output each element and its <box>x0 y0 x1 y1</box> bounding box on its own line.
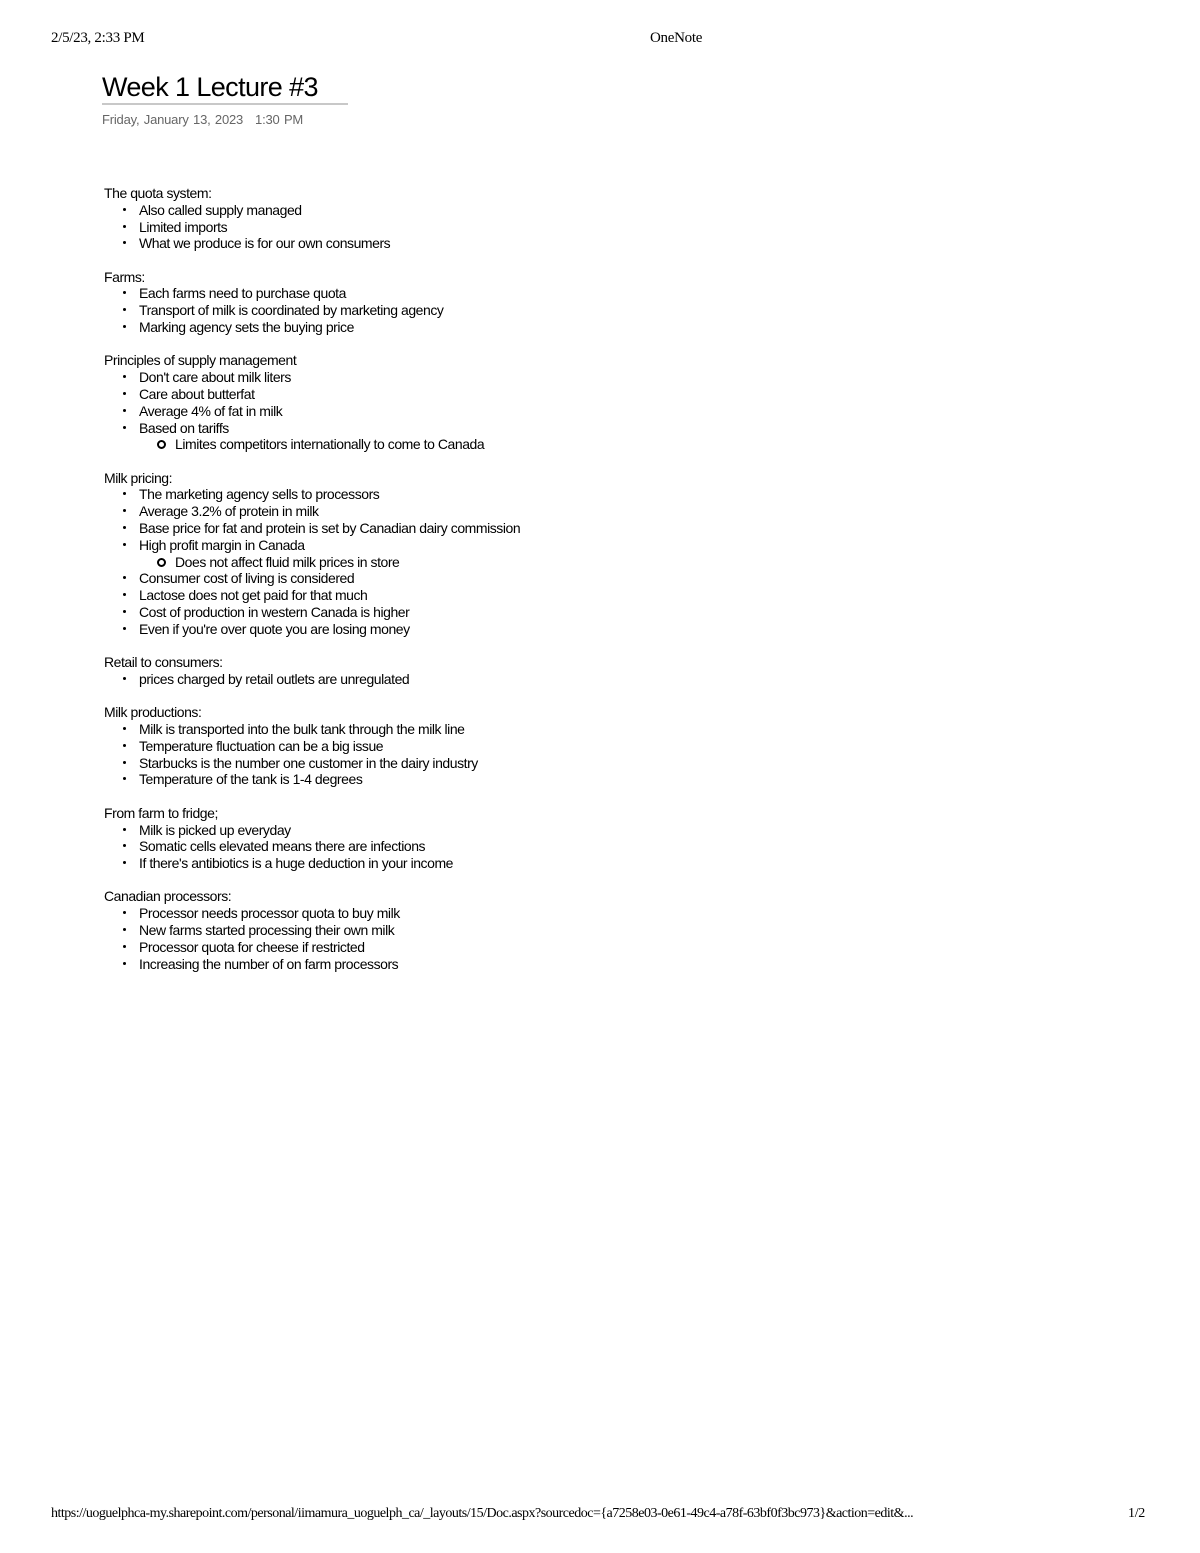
bullet-list <box>104 671 1004 688</box>
note-section <box>104 654 1004 688</box>
list-item[interactable] <box>104 671 1004 688</box>
list-item-text: Temperature of the tank is 1-4 degrees <box>139 771 363 788</box>
bullet-dot-icon <box>123 526 126 529</box>
list-item-text: Temperature fluctuation can be a big issue <box>139 737 384 754</box>
list-item-text: Processor quota for cheese if restricted <box>139 938 365 955</box>
list-item-text: Marking agency sets the buying price <box>139 319 354 336</box>
list-item[interactable] <box>104 771 1004 788</box>
list-item[interactable] <box>104 755 1004 772</box>
section-heading[interactable]: Milk pricing: <box>104 469 173 486</box>
list-item[interactable] <box>104 621 1004 638</box>
bullet-dot-icon <box>123 225 126 228</box>
list-item[interactable] <box>104 369 1004 386</box>
print-header-app-name: OneNote <box>650 30 703 46</box>
page-time: 1:30 PM <box>255 112 304 127</box>
section-heading[interactable]: Farms: <box>104 268 145 285</box>
list-item[interactable] <box>104 822 1004 839</box>
page-date: Friday, January 13, 2023 <box>102 112 244 127</box>
bullet-list <box>104 721 1004 788</box>
list-item-text: Average 3.2% of protein in milk <box>139 503 319 520</box>
list-item-text: If there's antibiotics is a huge deduction in your income <box>139 855 453 872</box>
list-item[interactable] <box>104 570 1004 587</box>
bullet-dot-icon <box>123 208 126 211</box>
bullet-dot-icon <box>123 844 126 847</box>
list-item-text: Each farms need to purchase quota <box>139 285 346 302</box>
list-item-text: What we produce is for our own consumers <box>139 235 391 252</box>
list-item[interactable] <box>104 285 1004 302</box>
page-title[interactable]: Week 1 Lecture #3 <box>102 72 318 102</box>
sub-list-item-text: Does not affect fluid milk prices in store <box>175 553 400 570</box>
bullet-dot-icon <box>123 308 126 311</box>
bullet-dot-icon <box>123 492 126 495</box>
bullet-list <box>104 905 1004 972</box>
sub-bullet-list <box>139 436 1004 453</box>
bullet-dot-icon <box>123 426 126 429</box>
note-section <box>104 352 1004 453</box>
list-item-text: Even if you're over quote you are losing money <box>139 620 410 637</box>
bullet-list <box>104 285 1004 335</box>
bullet-circle-icon <box>157 558 166 567</box>
list-item[interactable] <box>104 302 1004 319</box>
list-item[interactable] <box>104 420 1004 454</box>
list-item-text: Starbucks is the number one customer in the dairy industry <box>139 754 478 771</box>
list-item-text: Cost of production in western Canada is higher <box>139 604 410 621</box>
bullet-dot-icon <box>123 911 126 914</box>
list-item[interactable] <box>104 587 1004 604</box>
section-heading[interactable]: Principles of supply management <box>104 352 297 369</box>
note-section <box>104 185 1004 252</box>
section-heading[interactable]: Retail to consumers: <box>104 654 223 671</box>
note-content[interactable] <box>104 185 1004 989</box>
list-item-text: Don't care about milk liters <box>139 369 291 386</box>
list-item[interactable] <box>104 905 1004 922</box>
bullet-dot-icon <box>123 861 126 864</box>
sub-list-item[interactable] <box>139 554 1004 571</box>
bullet-dot-icon <box>123 610 126 613</box>
list-item-text: Processor needs processor quota to buy milk <box>139 905 400 922</box>
list-item-text: Lactose does not get paid for that much <box>139 587 368 604</box>
list-item[interactable] <box>104 922 1004 939</box>
list-item[interactable] <box>104 537 1004 571</box>
bullet-dot-icon <box>123 576 126 579</box>
bullet-list <box>104 202 1004 252</box>
bullet-dot-icon <box>123 392 126 395</box>
bullet-circle-icon <box>157 440 166 449</box>
list-item[interactable] <box>104 956 1004 973</box>
list-item[interactable] <box>104 939 1004 956</box>
list-item-text: Somatic cells elevated means there are infections <box>139 838 426 855</box>
bullet-dot-icon <box>123 325 126 328</box>
list-item-text: Average 4% of fat in milk <box>139 402 283 419</box>
note-section <box>104 805 1004 872</box>
list-item-text: Based on tariffs <box>139 419 229 436</box>
sub-bullet-list <box>139 554 1004 571</box>
bullet-dot-icon <box>123 727 126 730</box>
note-section <box>104 888 1004 972</box>
list-item-text: Transport of milk is coordinated by marketing agency <box>139 302 444 319</box>
section-heading[interactable]: The quota system: <box>104 185 212 201</box>
list-item-text: The marketing agency sells to processors <box>139 486 380 503</box>
list-item-text: Base price for fat and protein is set by Canadian dairy commission <box>139 520 521 537</box>
bullet-dot-icon <box>123 761 126 764</box>
bullet-list <box>104 369 1004 453</box>
print-footer-url: https://uoguelphca-my.sharepoint.com/personal/iimamura_uoguelph_ca/_layouts/15/Doc.aspx?sourcedoc={a7258e03-0e61-49c4-a78f-63bf0f3bc973}&action=edit&... <box>51 1506 914 1521</box>
section-heading[interactable]: Milk productions: <box>104 704 202 721</box>
list-item[interactable] <box>104 520 1004 537</box>
list-item[interactable] <box>104 235 1004 252</box>
print-footer-page-number: 1/2 <box>1128 1506 1145 1521</box>
bullet-dot-icon <box>123 627 126 630</box>
list-item-text: Limited imports <box>139 218 228 235</box>
sub-list-item[interactable] <box>139 436 1004 453</box>
title-underline <box>102 103 348 105</box>
bullet-dot-icon <box>123 241 126 244</box>
bullet-dot-icon <box>123 677 126 680</box>
list-item[interactable] <box>104 721 1004 738</box>
section-heading[interactable]: Canadian processors: <box>104 888 232 905</box>
list-item[interactable] <box>104 604 1004 621</box>
bullet-dot-icon <box>123 409 126 412</box>
bullet-dot-icon <box>123 291 126 294</box>
bullet-dot-icon <box>123 509 126 512</box>
page-date-time <box>102 112 303 127</box>
list-item[interactable] <box>104 503 1004 520</box>
bullet-dot-icon <box>123 777 126 780</box>
list-item[interactable] <box>104 738 1004 755</box>
list-item-text: Consumer cost of living is considered <box>139 570 355 587</box>
list-item-text: New farms started processing their own milk <box>139 921 395 938</box>
bullet-dot-icon <box>123 744 126 747</box>
bullet-dot-icon <box>123 962 126 965</box>
list-item-text: Also called supply managed <box>139 201 302 218</box>
note-section <box>104 269 1004 336</box>
list-item-text: Increasing the number of on farm processors <box>139 955 399 972</box>
list-item[interactable] <box>104 386 1004 403</box>
note-section <box>104 470 1004 638</box>
bullet-dot-icon <box>123 828 126 831</box>
section-heading[interactable]: From farm to fridge; <box>104 804 218 821</box>
print-header-datetime: 2/5/23, 2:33 PM <box>51 30 145 46</box>
sub-list-item-text: Limites competitors internationally to come to Canada <box>175 436 485 453</box>
list-item[interactable] <box>104 219 1004 236</box>
bullet-dot-icon <box>123 945 126 948</box>
bullet-dot-icon <box>123 593 126 596</box>
list-item-text: Milk is transported into the bulk tank through the milk line <box>139 721 465 738</box>
list-item-text: prices charged by retail outlets are unregulated <box>139 670 410 687</box>
list-item-text: Care about butterfat <box>139 385 255 402</box>
note-section <box>104 704 1004 788</box>
bullet-dot-icon <box>123 375 126 378</box>
list-item[interactable] <box>104 403 1004 420</box>
list-item[interactable] <box>104 838 1004 855</box>
list-item[interactable] <box>104 486 1004 503</box>
bullet-list <box>104 486 1004 637</box>
list-item[interactable] <box>104 855 1004 872</box>
bullet-dot-icon <box>123 543 126 546</box>
list-item[interactable] <box>104 202 1004 219</box>
bullet-dot-icon <box>123 928 126 931</box>
list-item-text: High profit margin in Canada <box>139 536 305 553</box>
list-item-text: Milk is picked up everyday <box>139 821 291 838</box>
bullet-list <box>104 822 1004 872</box>
list-item[interactable] <box>104 319 1004 336</box>
